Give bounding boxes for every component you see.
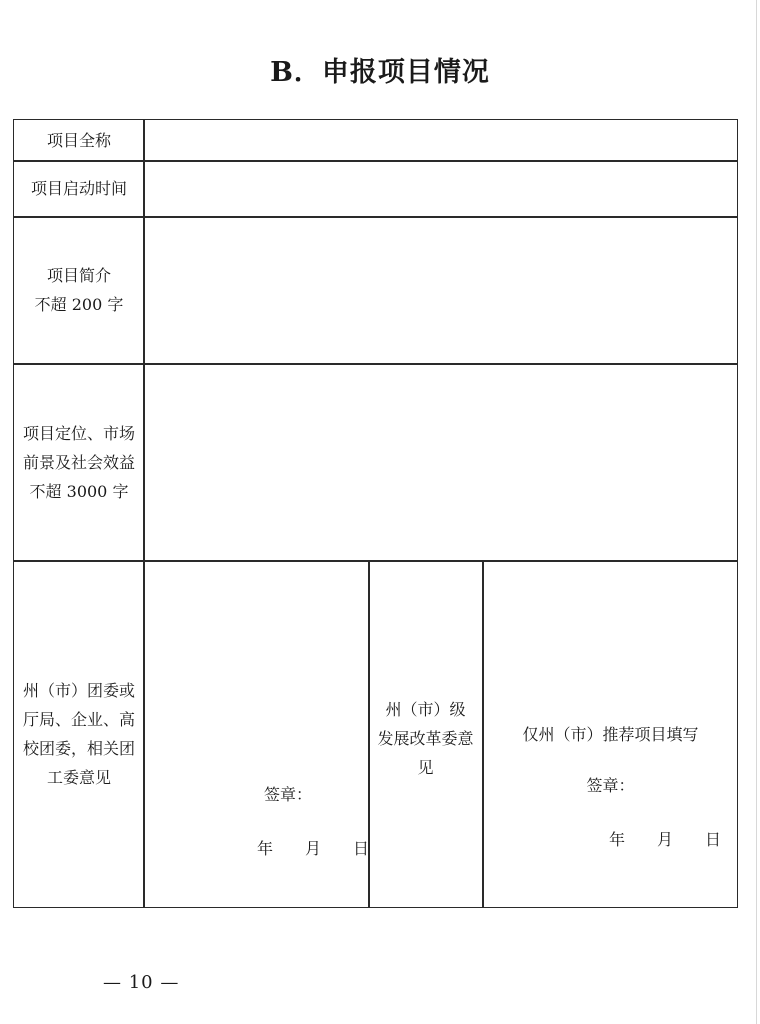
col3-date-label: 年 月 日 [609,830,722,849]
page-number: — 10 — [103,972,180,993]
label-opinion-line3: 校团委，相关团 [22,739,135,758]
project-name-field[interactable] [145,120,737,160]
label-opinion-line1: 州（市）团委或 [22,681,135,700]
label-project-intro-note: 不超 200 字 [34,295,124,314]
label-start-time-text: 项目启动时间 [30,179,127,198]
label-dev-reform-line3: 见 [417,758,434,777]
label-project-name-text: 项目全称 [46,130,111,150]
col3-note: 仅州（市）推荐项目填写 [522,725,699,744]
page-edge-line [756,0,757,1024]
project-intro-field[interactable] [145,217,737,363]
label-start-time [14,161,144,216]
label-positioning-line1: 项目定位、市场 [22,423,135,443]
col3-signature-label: 签章： [586,776,635,795]
application-form-table [13,119,738,908]
label-dev-reform-line2: 发展改革委意 [377,729,474,748]
label-project-intro [14,217,144,363]
col1-date-label: 年 月 日 [257,839,370,858]
label-project-name [14,120,144,160]
project-positioning-field[interactable] [145,364,737,560]
label-development-reform-opinion [369,695,482,782]
label-project-positioning [14,364,144,560]
label-opinion-line4: 工委意见 [46,768,111,787]
label-dev-reform-line1: 州（市）级 [385,700,466,719]
label-league-committee-opinion [14,561,144,907]
start-time-field[interactable] [145,161,737,216]
label-positioning-line2: 前景及社会效益 [22,452,135,472]
col1-signature-label: 签章： [264,785,313,804]
label-positioning-note: 不超 3000 字 [29,481,129,501]
page-title: B．申报项目情况 [270,57,490,88]
label-opinion-line2: 厅局、企业、高 [22,710,135,729]
label-project-intro-text: 项目简介 [46,266,111,285]
